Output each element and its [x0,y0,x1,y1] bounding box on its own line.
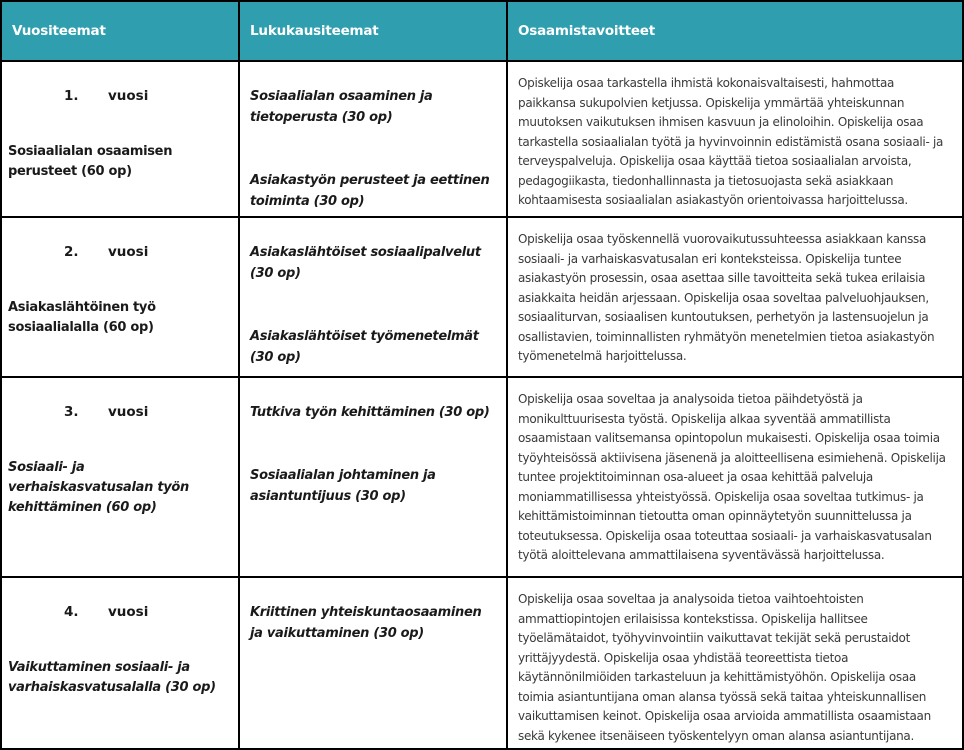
year3-semester-cell [240,378,508,578]
column-header-lukukausiteemat: Lukukausiteemat [240,2,508,62]
objectives-text: Opiskelija osaa soveltaa ja analysoida tietoa vaihtoehtoisten ammattiopintojen erilaisissa kontekstissa. Opiskelija hallitsee työelämätaidot, työhyvinvointiin vaikuttavat tekijät sekä perustaidot yrittäjyydestä. Opiskelija osaa yhdistää teoreettista tietoa käytännönilmiöiden tarkasteluun ja kehittämistyöhön. Opiskelija osaa toimia asiantuntijana oman alansa työssä sekä taitaa yhteiskunnallisen vaikuttamisen keinot. Opiskelija osaa arvioida ammatillista osaamistaan sekä kykenee itsenäiseen työskentelyyn oman alansa asiantuntijana. [518,592,931,743]
year3-label [8,404,232,420]
objectives-text: Opiskelija osaa soveltaa ja analysoida tietoa päihdetyöstä ja monikulttuurisesta työstä. Opiskelija alkaa syventää ammatillista osaamistaan valitsemansa opintopolun mukaisesti. Opiskelija osaa toimia työyhteisössä aktiivisena jäsenenä ja aloitteellisena esimiehenä. Opiskelija tuntee projektitoiminnan osa-alueet ja osaa kehittää palveluja moniammatillisessa yhteistyössä. Opiskelija osaa soveltaa tutkimus- ja kehittämistoiminnan tietoutta oman opinnäytetyön suunnittelussa ja toteutuksessa. Opiskelija osaa toteuttaa sosiaali- ja varhaiskasvatusalan työtä aloittelevana ammattilaisena syventävässä harjoittelussa. [518,392,946,562]
year-number: 1. [64,88,79,104]
semester-theme: Asiakaslähtöiset työmenetelmät (30 op) [250,329,479,365]
year3-theme: Sosiaali- ja verhaiskasvatusalan työn kehittäminen (60 op) [8,460,189,515]
semester-theme: Sosiaalialan johtaminen ja asiantuntijuus (30 op) [250,468,436,504]
semester-theme: Asiakastyön perusteet ja eettinen toiminta (30 op) [250,173,490,209]
year4-objectives-cell [508,578,962,748]
year1-theme: Sosiaalialan osaamisen perusteet (60 op) [8,144,173,179]
year2-semester-cell [240,218,508,378]
year4-semester-cell [240,578,508,748]
objectives-text: Opiskelija osaa tarkastella ihmistä kokonaisvaltaisesti, hahmottaa paikkansa sukupolvien ketjussa. Opiskelija ymmärtää yhteiskunnan muutoksen vaikutuksen ihmisen kasvuun ja elinoloihin. Opiskelija osaa tarkastella sosiaalialan työtä ja hyvinvoinnin edistämistä osana sosiaali- ja terveyspalveluja. Opiskelija osaa käyttää tietoa sosiaalialan arvoista, pedagogiikasta, tiedonhallinnasta ja tietosuojasta sekä asiakkaan kohtaamisesta sosiaalialan asiakastyön orientoivassa harjoittelussa. [518,76,944,207]
year2-theme-cell [2,218,240,378]
year4-theme-cell [2,578,240,748]
objectives-text: Opiskelija osaa työskennellä vuorovaikutussuhteessa asiakkaan kanssa sosiaali- ja varhaiskasvatusalan eri konteksteissa. Opiskelija tuntee asiakastyön prosessin, osaa asettaa sille tavoitteita sekä tukea erilaisia asiakkaita heidän arjessaan. Opiskelija osaa soveltaa palveluohjauksen, sosiaaliturvan, sosiaalisen kuntoutuksen, perhetyön ja lastensuojelun ja osallistavien, toiminnallisten ryhmätyön menetelmien tietoa asiakastyön työmenetelmä harjoittelussa. [518,232,935,363]
year1-semester-cell [240,62,508,218]
year2-theme: Asiakaslähtöinen työ sosiaalialalla (60 op) [8,300,156,335]
year2-label [8,244,232,260]
semester-theme: Tutkiva työn kehittäminen (30 op) [250,405,490,420]
year-word: vuosi [108,604,149,620]
year4-label [8,604,232,620]
year1-label [8,88,232,104]
year2-objectives-cell [508,218,962,378]
column-header-osaamistavoitteet: Osaamistavoitteet [508,2,962,62]
year1-theme-cell [2,62,240,218]
semester-theme: Sosiaalialan osaaminen ja tietoperusta (30 op) [250,89,433,125]
year3-objectives-cell [508,378,962,578]
semester-theme: Kriittinen yhteiskuntaosaaminen ja vaikuttaminen (30 op) [250,605,482,641]
year-word: vuosi [108,244,149,260]
year1-objectives-cell [508,62,962,218]
semester-theme: Asiakaslähtöiset sosiaalipalvelut (30 op) [250,245,481,281]
year-number: 2. [64,244,79,260]
year-word: vuosi [108,404,149,420]
column-header-vuositeemat: Vuositeemat [2,2,240,62]
year-word: vuosi [108,88,149,104]
year4-theme: Vaikuttaminen sosiaali- ja varhaiskasvatusalalla (30 op) [8,660,216,695]
year3-theme-cell [2,378,240,578]
year-number: 4. [64,604,79,620]
year-number: 3. [64,404,79,420]
